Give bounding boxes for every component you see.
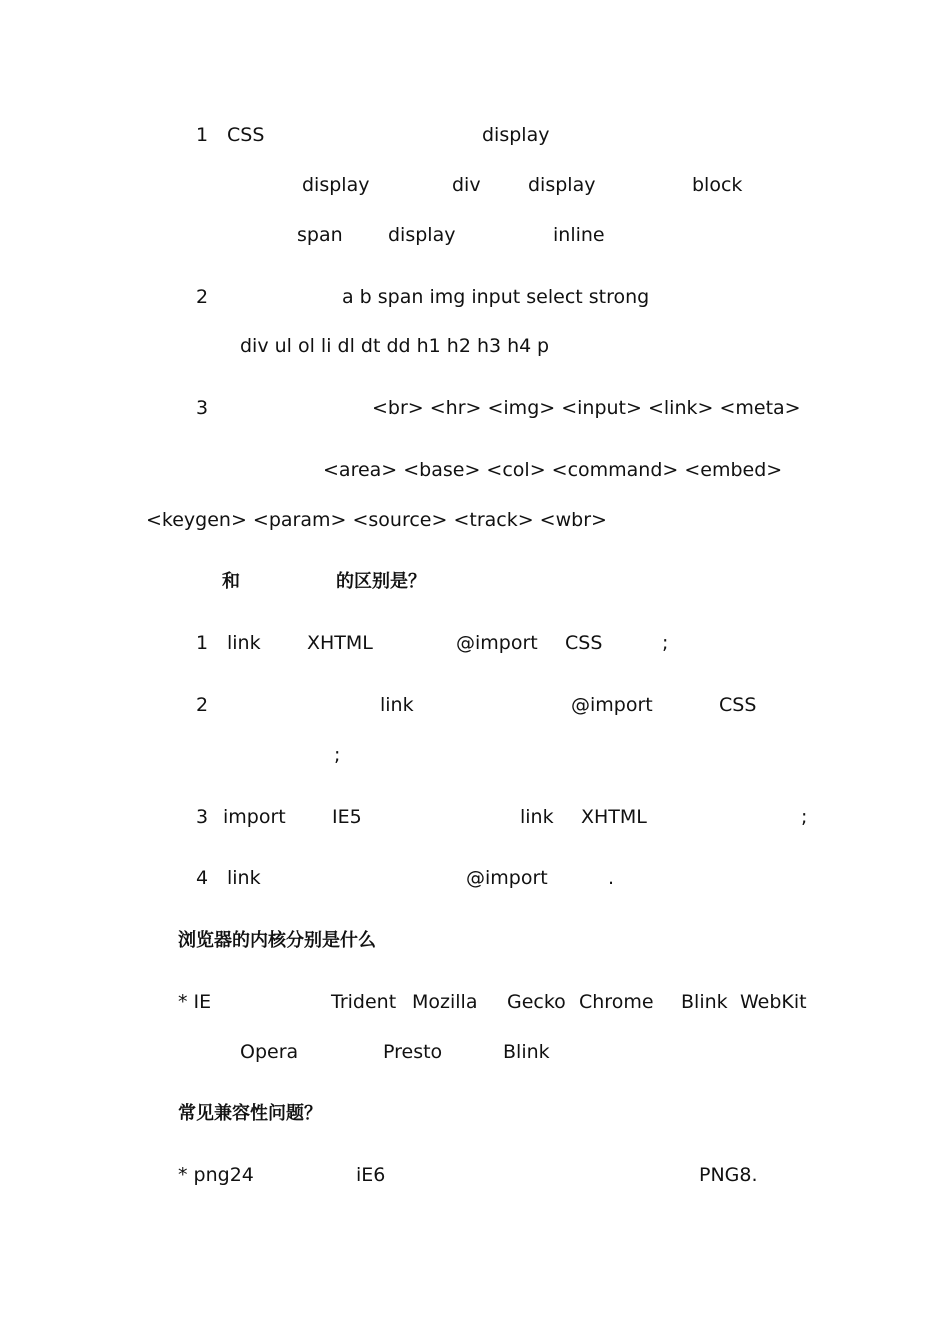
text-fragment: ;	[801, 806, 808, 828]
void-elements-list: <br> <hr> <img> <input> <link> <meta>	[372, 397, 801, 419]
inline-elements-list: a b span img input select strong	[342, 286, 650, 308]
text-fragment: Blink	[681, 991, 728, 1013]
void-elements-list: <keygen> <param> <source> <track> <wbr>	[146, 509, 607, 531]
text-fragment: link	[520, 806, 554, 828]
block-elements-list: div ul ol li dl dt dd h1 h2 h3 h4	[240, 335, 532, 357]
text-fragment: @import	[456, 632, 538, 654]
text-fragment: XHTML	[307, 632, 373, 654]
text-fragment: * png24	[178, 1164, 254, 1186]
text-fragment: * IE	[178, 991, 212, 1013]
list-number: 3	[196, 806, 209, 828]
text-fragment: @import	[571, 694, 653, 716]
text-fragment: iE6	[356, 1164, 386, 1186]
text-fragment: IE5	[332, 806, 362, 828]
text-fragment: p	[537, 335, 550, 357]
text-fragment: import	[223, 806, 286, 828]
text-fragment: display	[302, 174, 370, 196]
text-fragment: PNG8.	[699, 1164, 758, 1186]
section-heading: 和	[222, 571, 240, 592]
text-fragment: Mozilla	[412, 991, 478, 1013]
list-number: 1	[196, 124, 209, 146]
list-number: 3	[196, 397, 209, 419]
list-number: 2	[196, 694, 209, 716]
text-fragment: link	[227, 632, 261, 654]
list-number: 1	[196, 632, 209, 654]
text-fragment: Blink	[503, 1041, 550, 1063]
text-fragment: display	[528, 174, 596, 196]
text-fragment: link	[380, 694, 414, 716]
text-fragment: .	[608, 867, 615, 889]
text-fragment: Trident	[331, 991, 397, 1013]
text-fragment: span	[297, 224, 343, 246]
text-fragment: ;	[662, 632, 669, 654]
text-fragment: display	[482, 124, 550, 146]
text-fragment: block	[692, 174, 743, 196]
text-fragment: display	[388, 224, 456, 246]
section-heading: 的区别是？	[336, 571, 426, 592]
text-fragment: inline	[553, 224, 605, 246]
text-fragment: link	[227, 867, 261, 889]
text-fragment: div	[452, 174, 481, 196]
text-fragment: Chrome	[579, 991, 654, 1013]
text-fragment: XHTML	[581, 806, 647, 828]
text-fragment: WebKit	[740, 991, 807, 1013]
text-fragment: Opera	[240, 1041, 299, 1063]
text-fragment: ;	[334, 744, 341, 766]
text-fragment: CSS	[565, 632, 603, 654]
text-fragment: CSS	[227, 124, 265, 146]
section-heading: 浏览器的内核分别是什么	[178, 930, 376, 951]
list-number: 4	[196, 867, 209, 889]
list-number: 2	[196, 286, 209, 308]
text-fragment: Presto	[383, 1041, 443, 1063]
text-fragment: CSS	[719, 694, 757, 716]
text-fragment: Gecko	[507, 991, 566, 1013]
text-fragment: @import	[466, 867, 548, 889]
section-heading: 常见兼容性问题？	[178, 1103, 322, 1124]
void-elements-list: <area> <base> <col> <command> <embed>	[323, 459, 783, 481]
